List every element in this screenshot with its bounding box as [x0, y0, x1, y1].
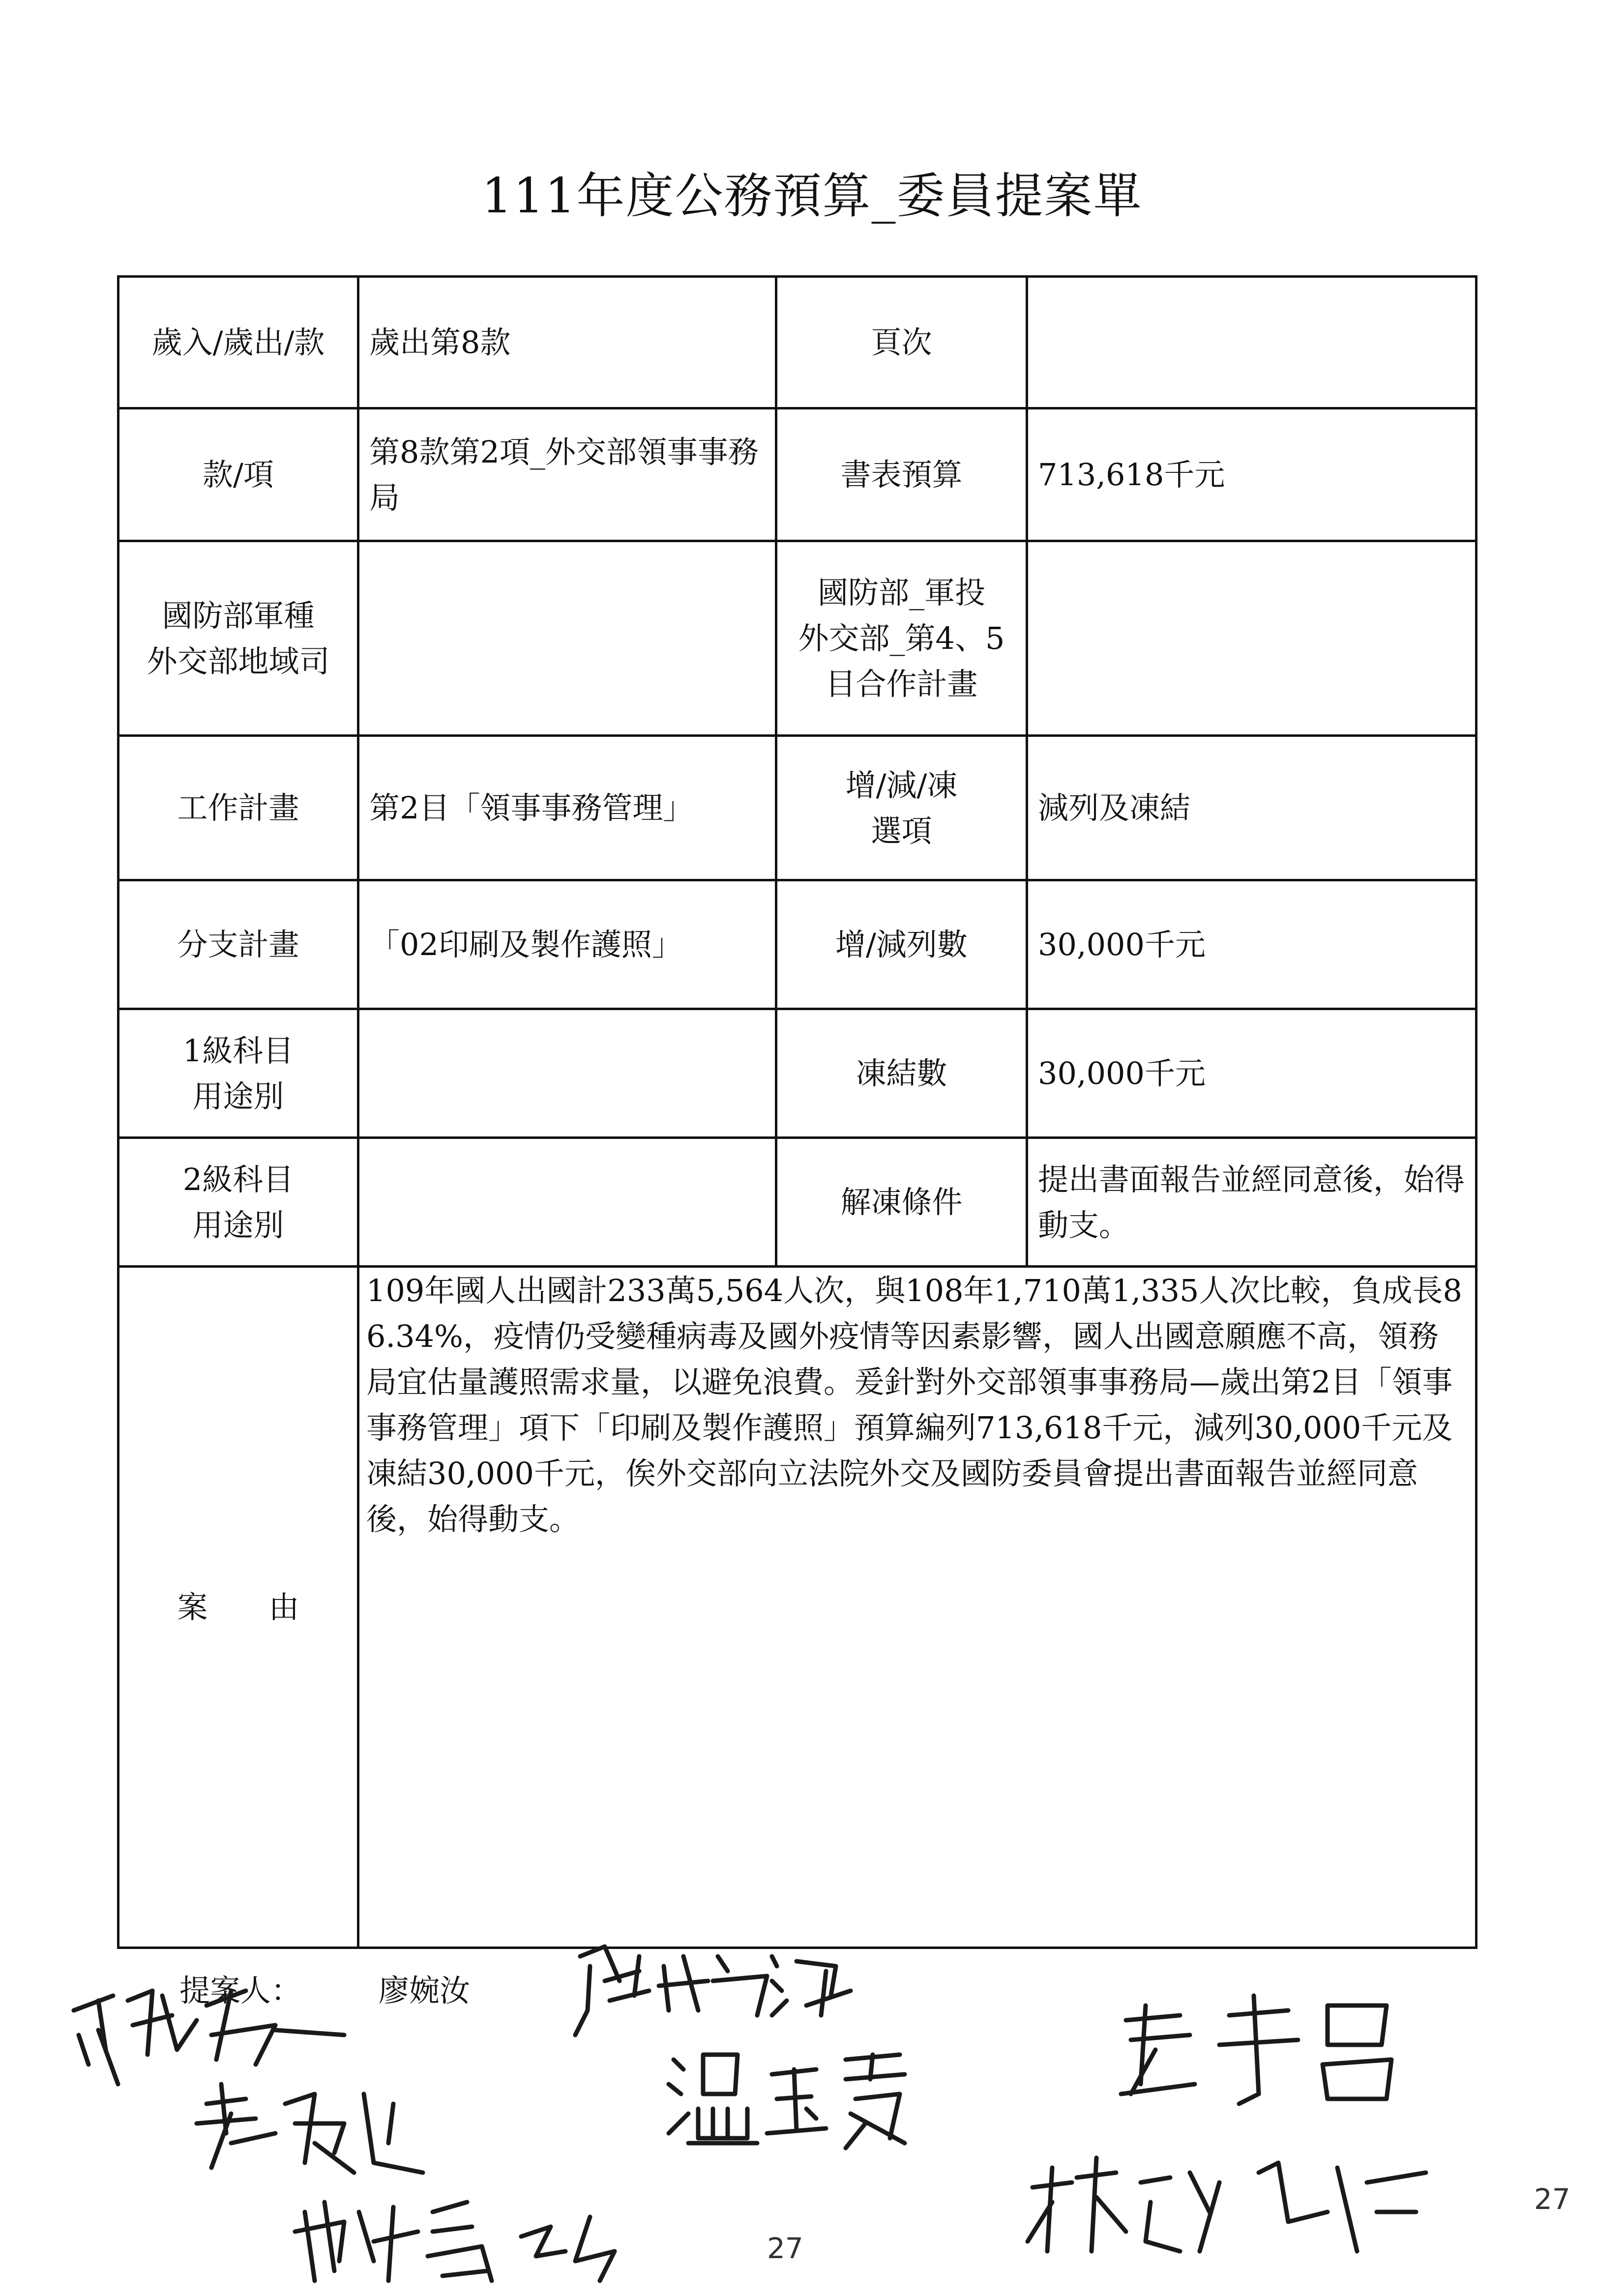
page-mark-left: 27: [767, 2232, 803, 2265]
label-category: 歲入/歲出/款: [118, 277, 358, 408]
label-adjust-option-line2: 選項: [871, 813, 932, 849]
label-reduction-amount: 增/減列數: [776, 880, 1027, 1009]
label-reason: 案 由: [118, 1267, 358, 1948]
value-category: 歲出第8款: [358, 277, 776, 408]
label-joint-plan: [776, 541, 1027, 736]
label-frozen-amount: 凍結數: [776, 1009, 1027, 1138]
value-reduction-amount: 30,000千元: [1027, 880, 1476, 1009]
label-branch-plan: 分支計畫: [118, 880, 358, 1009]
value-page: [1027, 277, 1476, 408]
label-joint-plan-line2: 外交部_第4、5: [798, 620, 1005, 656]
form-title: 111年度公務預算_委員提案單: [481, 168, 1143, 224]
value-joint-plan: [1027, 541, 1476, 736]
label-budget: 書表預算: [776, 408, 1027, 541]
label-joint-plan-line1: 國防部_軍投: [817, 575, 985, 610]
signature-fei: [197, 2084, 423, 2173]
proposer-name: 廖婉汝: [379, 1973, 471, 2008]
reason-text: 109年國人出國計233萬5,564人次，與108年1,710萬1,335人次比較，負成長86.34%，疫情仍受變種病毒及國外疫情等因素影響，國人出國意願應不高，領務局宜估量護照需求量，以避免浪費。爰針對外交部領事事務局—歲出第2目「領事事務管理」項下「印刷及製作護照」預算編列713,618千元，減列30,000千元及凍結30,000千元，俟外交部向立法院外交及國防委員會提出書面報告並經同意後，始得動支。: [358, 1267, 1476, 1948]
label-level2-line2: 用途別: [192, 1207, 284, 1243]
value-budget: 713,618千元: [1027, 408, 1476, 541]
label-level2: [118, 1138, 358, 1267]
label-adjust-option-line1: 增/減/凍: [845, 767, 958, 803]
label-joint-plan-line3: 目合作計畫: [825, 666, 978, 702]
label-level1: [118, 1009, 358, 1138]
signature-liao: [575, 1947, 851, 2035]
label-level1-line1: 1級科目: [182, 1032, 294, 1069]
row-level1: [118, 1009, 1476, 1138]
label-level1-line2: 用途別: [192, 1078, 284, 1114]
label-unfreeze-condition: 解凍條件: [776, 1138, 1027, 1267]
value-level2: [358, 1138, 776, 1267]
label-defense-line2: 外交部地域司: [147, 643, 330, 679]
label-work-plan: 工作計畫: [118, 736, 358, 880]
label-page: 頁次: [776, 277, 1027, 408]
label-level2-line1: 2級科目: [182, 1161, 294, 1197]
row-reason: [118, 1267, 1476, 1948]
proposal-form-table: [117, 275, 1477, 1949]
row-category: [118, 277, 1476, 408]
proposer-label: 提案人：: [179, 1973, 302, 2008]
label-defense: [118, 541, 358, 736]
signature-chen: [295, 2202, 615, 2281]
row-work-plan: [118, 736, 1476, 880]
value-frozen-amount: 30,000千元: [1027, 1009, 1476, 1138]
signature-chiang: [74, 1991, 344, 2084]
signature-wan: [1121, 1996, 1391, 2104]
row-defense: [118, 541, 1476, 736]
value-work-plan: 第2目「領事事務管理」: [358, 736, 776, 880]
value-section: 第8款第2項_外交部領事事務局: [358, 408, 776, 541]
value-level1: [358, 1009, 776, 1138]
row-level2: [118, 1138, 1476, 1267]
value-unfreeze-condition: 提出書面報告並經同意後，始得動支。: [1027, 1138, 1476, 1267]
label-defense-line1: 國防部軍種: [162, 597, 315, 634]
label-section: 款/項: [118, 408, 358, 541]
page-mark-right: 27: [1534, 2182, 1570, 2216]
signatures-area: [0, 1937, 1624, 2296]
row-branch-plan: [118, 880, 1476, 1009]
row-section: [118, 408, 1476, 541]
value-branch-plan: 「02印刷及製作護照」: [358, 880, 776, 1009]
value-adjust-option: 減列及凍結: [1027, 736, 1476, 880]
value-defense: [358, 541, 776, 736]
label-adjust-option: [776, 736, 1027, 880]
signature-lin: [1028, 2158, 1426, 2251]
signature-wen: [669, 2055, 905, 2148]
